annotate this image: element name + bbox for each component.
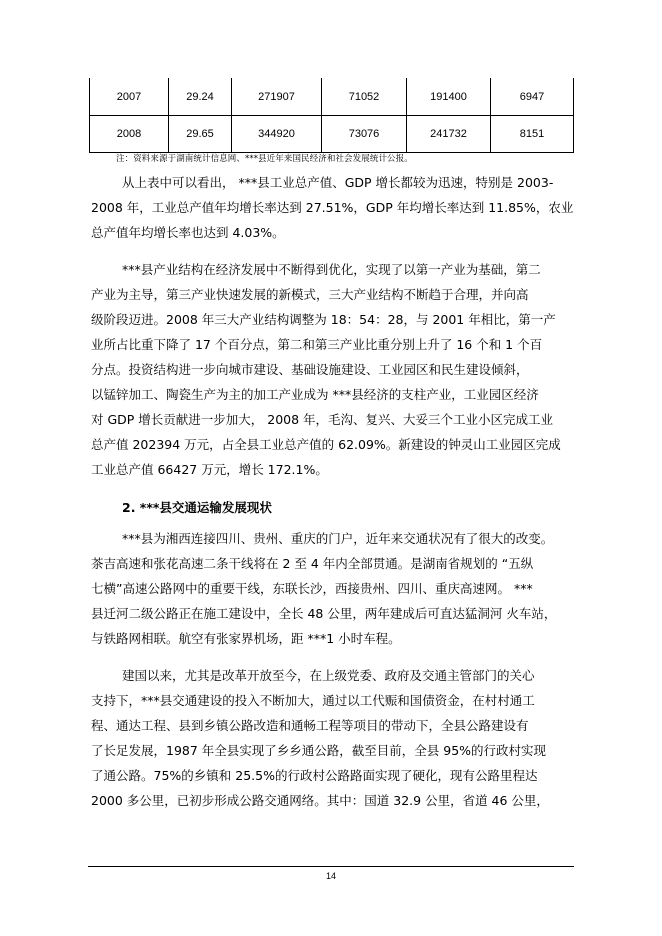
paragraph-line: 级阶段迈进。2008 年三大产业结构调整为 18：54：28，与 2001 年相比，第一产 xyxy=(91,312,556,327)
paragraph-line: 产业为主导，第三产业快速发展的新模式，三大产业结构不断趋于合理，并向高 xyxy=(91,287,529,302)
table-cell: 6947 xyxy=(491,78,574,116)
paragraph-line: 以锰锌加工、陶瓷生产为主的加工产业成为 ***县经济的支柱产业，工业园区经济 xyxy=(91,387,539,402)
table-cell: 73076 xyxy=(322,116,407,153)
table-source-note: 注：资料来源于湖南统计信息网、***县近年来国民经济和社会发展统计公报。 xyxy=(116,154,413,164)
table-row xyxy=(90,116,574,153)
paragraph-line: 支持下，***县交通建设的投入不断加大，通过以工代赈和国债资金，在村村通工 xyxy=(91,693,535,708)
paragraph-line: 工业总产值 66427 万元，增长 172.1%。 xyxy=(91,462,328,477)
table-cell: 271907 xyxy=(232,78,322,116)
paragraph-line: 建国以来，尤其是改革开放至今，在上级党委、政府及交通主管部门的关心 xyxy=(122,668,535,683)
table-cell: 29.24 xyxy=(169,78,232,116)
paragraph-line: 对 GDP 增长贡献进一步加大， 2008 年，毛沟、复兴、大妥三个工业小区完成工业 xyxy=(91,412,554,427)
paragraph-line: 七横”高速公路网中的重要干线，东联长沙，西接贵州、四川、重庆高速网。 *** xyxy=(91,581,533,596)
paragraph-line: 程、通达工程、县到乡镇公路改造和通畅工程等项目的带动下，全县公路建设有 xyxy=(91,718,529,733)
table-cell: 71052 xyxy=(322,78,407,116)
table-cell: 241732 xyxy=(407,116,491,153)
table-cell: 344920 xyxy=(232,116,322,153)
paragraph-line: ***县为湘西连接四川、贵州、重庆的门户，近年来交通状况有了很大的改变。 xyxy=(122,531,554,546)
paragraph-line: ***县产业结构在经济发展中不断得到优化，实现了以第一产业为基础，第二 xyxy=(122,262,541,277)
paragraph-line: 了长足发展，1987 年全县实现了乡乡通公路，截至目前，全县 95%的行政村实现 xyxy=(91,743,547,758)
footer-divider xyxy=(88,866,574,867)
paragraph-line: 与铁路网相联。航空有张家界机场，距 ***1 小时车程。 xyxy=(91,631,401,646)
statistics-table xyxy=(89,78,574,153)
table-row xyxy=(90,78,574,116)
table-cell: 191400 xyxy=(407,78,491,116)
paragraph-line: 业所占比重下降了 17 个百分点，第二和第三产业比重分别上升了 16 个和 1 个百 xyxy=(91,337,543,352)
paragraph-line: 2008 年，工业总产值年均增长率达到 27.51%，GDP 年均增长率达到 11.85%，农业 xyxy=(91,200,574,215)
table-cell: 8151 xyxy=(491,116,574,153)
table-cell: 2008 xyxy=(90,116,169,153)
paragraph-line: 茶吉高速和张花高速二条干线将在 2 至 4 年内全部贯通。是湖南省规划的 “五纵 xyxy=(91,556,534,571)
paragraph-line: 分点。投资结构进一步向城市建设、基础设施建设、工业园区和民生建设倾斜， xyxy=(91,362,529,377)
paragraph-line: 2000 多公里，已初步形成公路交通网络。其中：国道 32.9 公里，省道 46 公里， xyxy=(91,793,549,808)
page-number: 14 xyxy=(325,871,336,881)
paragraph-line: 了通公路。75%的乡镇和 25.5%的行政村公路路面实现了硬化，现有公路里程达 xyxy=(91,768,538,783)
table-cell: 29.65 xyxy=(169,116,232,153)
table-cell: 2007 xyxy=(90,78,169,116)
paragraph-line: 从上表中可以看出， ***县工业总产值、GDP 增长都较为迅速，特别是 2003- xyxy=(122,175,554,190)
paragraph-line: 县迁河二级公路正在施工建设中，全长 48 公里，两年建成后可直达猛洞河 火车站， xyxy=(91,606,557,621)
paragraph-line: 总产值年均增长率也达到 4.03%。 xyxy=(91,225,285,240)
section-heading: 2. ***县交通运输发展现状 xyxy=(122,500,272,515)
paragraph-line: 总产值 202394 万元，占全县工业总产值的 62.09%。新建设的钟灵山工业园区完成 xyxy=(91,437,561,452)
